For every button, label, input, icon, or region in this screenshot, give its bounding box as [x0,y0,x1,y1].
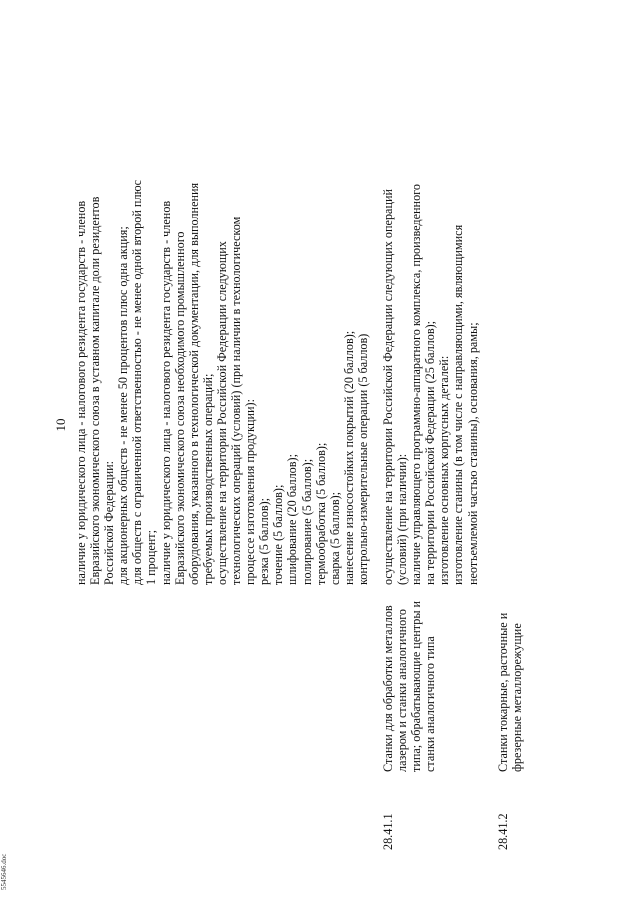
name-line: фрезерные металлорежущие [510,623,525,772]
req-line: оборудования, указанного в технологической документации, для выполнения [186,182,201,585]
req-line: процессе изготовления продукции): [243,399,258,585]
name-line: Станки токарные, расточные и [496,612,510,772]
req-line: шлифование (20 баллов); [285,454,300,585]
row-code: 28.41.1 [381,813,395,850]
req-line: нанесение износостойких покрытий (20 баллов); [341,330,356,585]
req-line: Евразийского экономического союза необходимого промышленного [172,231,187,585]
rotated-table [50,20,570,850]
req-line: полирование (5 баллов); [299,458,314,585]
req-line: резка (5 баллов); [257,497,272,585]
req-line: наличие управляющего программно-аппаратного комплекса, произведенного [409,184,424,585]
req-line: наличие у юридического лица - налогового резидента государств - членов [74,200,88,585]
name-line: Станки для обработки металлов [381,605,395,772]
name-line: станки аналогичного типа [423,636,438,772]
name-line: лазером и станки аналогичного [395,609,410,772]
req-line: для обществ с ограниченной ответственностью - не менее одной второй плюс [130,179,145,585]
req-line: Российской Федерации: [102,460,117,585]
continued-requirements [74,20,370,585]
req-line: требуемых производственных операций; [200,373,215,585]
req-line: для акционерных обществ - не менее 50 процентов плюс одна акция; [116,226,131,585]
footer [0,853,8,891]
req-line: изготовление станины (в том числе с направляющими, являющимися [451,224,466,585]
req-line: на территории Российской Федерации (25 баллов); [423,320,438,585]
req-line: технологических операций (условий) (при наличии в технологическом [229,216,244,585]
row-code: 28.41.2 [496,813,510,850]
req-line: осуществление на территории Российской Федерации следующих [214,241,229,585]
req-line: осуществление на территории Российской Федерации следующих операций [381,188,395,585]
req-line: сварка (5 баллов); [327,491,342,585]
page-number: 10 [53,418,68,432]
row-product-name [381,602,437,772]
row-requirements [381,20,480,585]
name-line: типа; обрабатывающие центры и [409,600,424,772]
req-line: Евразийского экономического союза в уставном капитале доли резидентов [88,196,103,585]
req-line: (условий) (при наличии): [395,453,410,585]
req-line: точение (5 баллов); [271,484,286,585]
req-line: неотъемлемой частью станины), основания, рамы; [465,322,480,585]
req-line: наличие у юридического лица - налогового резидента государств - членов [158,200,173,585]
req-line: контрольно-измерительные операции (5 баллов) [355,333,370,585]
row-product-name [496,602,524,772]
footer-doc-id: 5545646.doc [0,853,8,890]
req-line: 1 процент; [144,529,159,585]
req-line: изготовление основных корпусных деталей: [437,355,452,585]
req-line: термообработка (5 баллов); [313,442,328,585]
